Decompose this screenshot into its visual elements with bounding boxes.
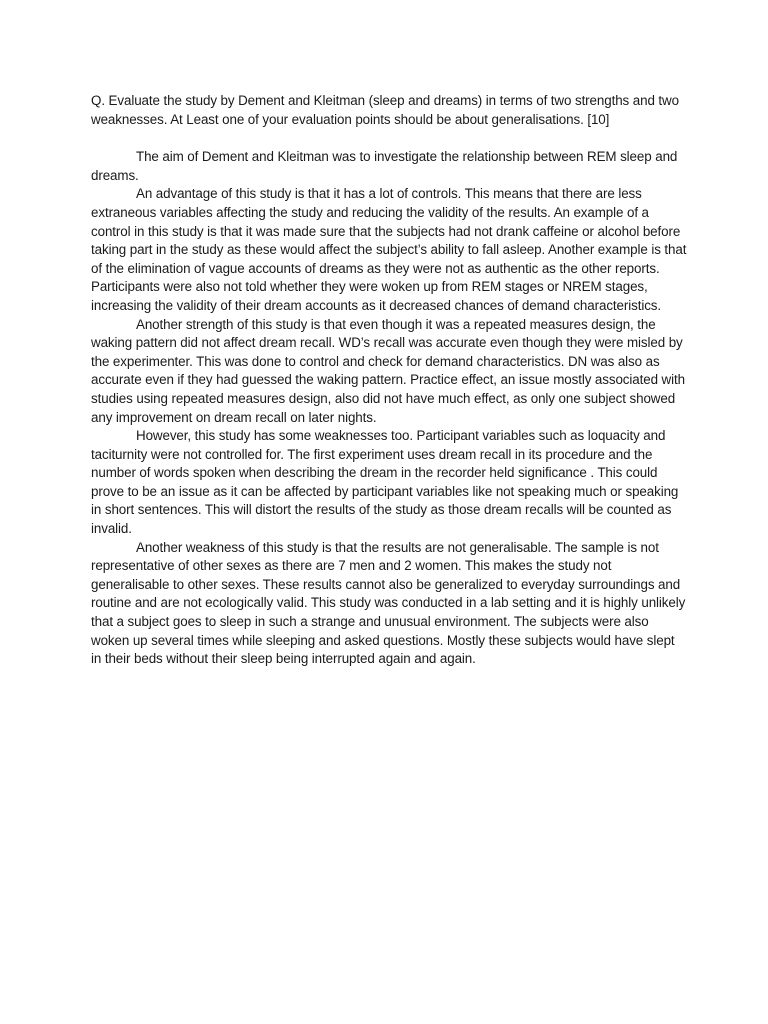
document-page — [91, 92, 687, 669]
paragraph-strength-controls: An advantage of this study is that it has a lot of controls. This means that there are less extraneous variables affecting the study and reducing the validity of the results. An example of a control in this study is that it was made sure that the subjects had not drank caffeine or alcohol before taking part in the study as these would affect the subject’s ability to fall asleep. Another example is that of the elimination of vague accounts of dreams as they were not as authentic as the other reports. Participants were also not told whether they were woken up from REM stages or NREM stages, increasing the validity of their dream accounts as it decreased chances of demand characteristics. — [91, 186, 687, 313]
paragraph-weakness-participant-variables: However, this study has some weaknesses too. Participant variables such as loquacity and taciturnity were not controlled for. The first experiment uses dream recall in its procedure and the number of words spoken when describing the dream in the recorder held significance . This could prove to be an issue as it can be affected by participant variables like not speaking much or speaking in short sentences. This will distort the results of the study as those dream recalls will be counted as invalid. — [91, 428, 679, 537]
paragraph-aim: The aim of Dement and Kleitman was to investigate the relationship between REM sleep and dreams. — [91, 149, 678, 183]
question-text: Q. Evaluate the study by Dement and Kleitman (sleep and dreams) in terms of two strengths and two weaknesses. At Least one of your evaluation points should be about generalisations. [10] — [91, 93, 679, 127]
paragraph-weakness-generalisability: Another weakness of this study is that the results are not generalisable. The sample is not representative of other sexes as there are 7 men and 2 women. This makes the study not generalisable to other sexes. These results cannot also be generalized to everyday surroundings and routine and are not ecologically valid. This study was conducted in a lab setting and it is highly unlikely that a subject goes to sleep in such a strange and unusual environment. The subjects were also woken up several times while sleeping and asked questions. Mostly these subjects would have slept in their beds without their sleep being interrupted again and again. — [91, 539, 686, 667]
paragraph-strength-repeated-measures: Another strength of this study is that even though it was a repeated measures design, the waking pattern did not affect dream recall. WD’s recall was accurate even though they were misled by the experimenter. This was done to control and check for demand characteristics. DN was also as accurate even if they had guessed the waking pattern. Practice effect, an issue mostly associated with studies using repeated measures design, also did not have much effect, as only one subject showed any improvement on dream recall on later nights. — [91, 316, 685, 425]
